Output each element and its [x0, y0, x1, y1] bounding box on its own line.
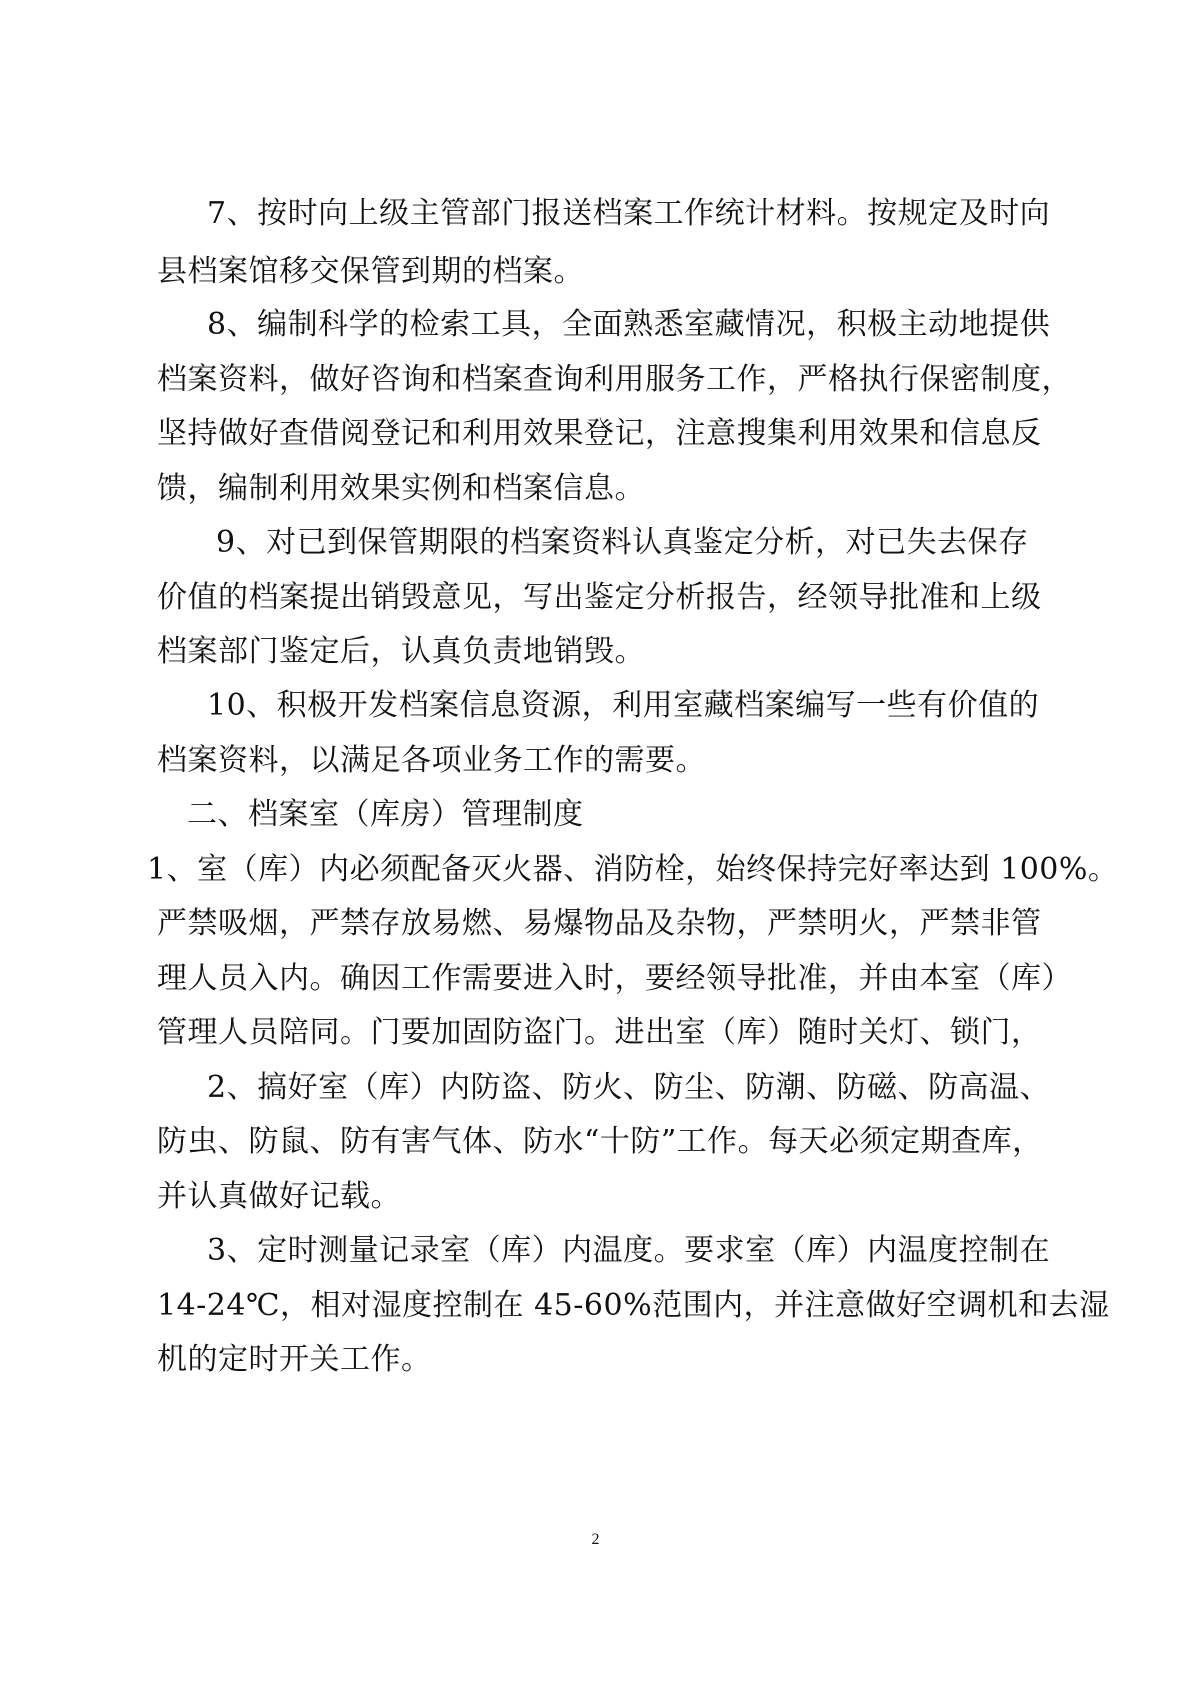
text-line: 1、室（库）内必须配备灭火器、消防栓，始终保持完好率达到 100%。 — [147, 852, 1119, 887]
text-line: 10、积极开发档案信息资源，利用室藏档案编写一些有价值的 — [207, 688, 1040, 723]
text-line: 并认真做好记载。 — [157, 1179, 401, 1214]
text-line: 档案部门鉴定后，认真负责地销毁。 — [157, 634, 645, 669]
text-line: 档案资料，做好咨询和档案查询利用服务工作，严格执行保密制度， — [157, 362, 1072, 397]
text-line: 14-24℃，相对湿度控制在 45-60%范围内，并注意做好空调机和去湿 — [157, 1288, 1110, 1323]
text-line: 防虫、防鼠、防有害气体、防水“十防”工作。每天必须定期查库， — [157, 1124, 1043, 1159]
page-number: 2 — [591, 1531, 600, 1548]
text-line: 2、搞好室（库）内防盗、防火、防尘、防潮、防磁、防高温、 — [207, 1070, 1051, 1105]
text-line: 机的定时开关工作。 — [157, 1342, 432, 1377]
text-line: 理人员入内。确因工作需要进入时，要经领导批准，并由本室（库） — [157, 961, 1072, 996]
text-line: 县档案馆移交保管到期的档案。 — [157, 254, 584, 289]
text-line: 严禁吸烟，严禁存放易燃、易爆物品及杂物，严禁明火，严禁非管 — [157, 906, 1042, 941]
text-line: 价值的档案提出销毁意见，写出鉴定分析报告，经领导批准和上级 — [157, 580, 1042, 615]
text-line: 7、按时向上级主管部门报送档案工作统计材料。按规定及时向 — [207, 196, 1051, 231]
text-line: 档案资料，以满足各项业务工作的需要。 — [157, 743, 706, 778]
text-line: 8、编制科学的检索工具，全面熟悉室藏情况，积极主动地提供 — [207, 307, 1051, 342]
text-line: 馈，编制利用效果实例和档案信息。 — [157, 471, 645, 506]
section-heading: 二、档案室（库房）管理制度 — [187, 797, 584, 832]
text-line: 管理人员陪同。门要加固防盗门。进出室（库）随时关灯、锁门， — [157, 1015, 1042, 1050]
text-line: 坚持做好查借阅登记和利用效果登记，注意搜集利用效果和信息反 — [157, 416, 1042, 451]
text-line: 9、对已到保管期限的档案资料认真鉴定分析，对已失去保存 — [216, 525, 1029, 560]
text-line: 3、定时测量记录室（库）内温度。要求室（库）内温度控制在 — [207, 1233, 1051, 1268]
